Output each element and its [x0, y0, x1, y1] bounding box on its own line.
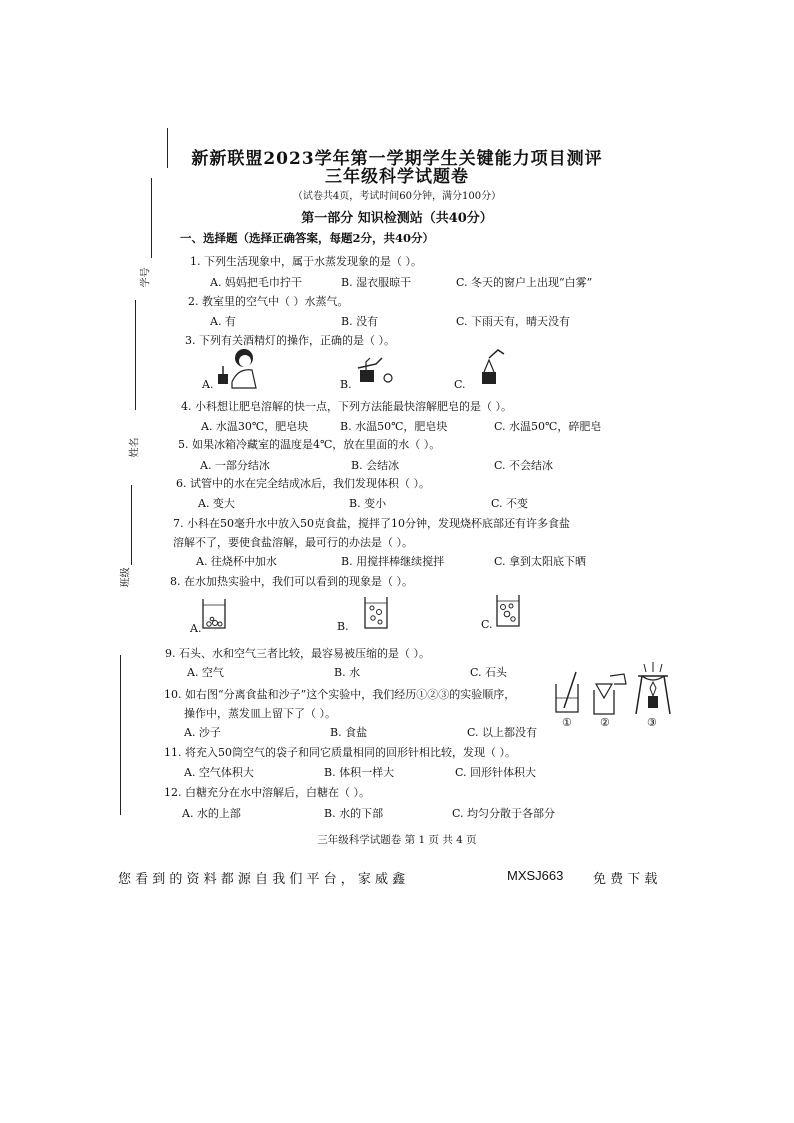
- margin-line-3: [135, 300, 136, 410]
- q2-option-b: B. 没有: [341, 315, 379, 328]
- q7-option-a: A. 往烧杯中加水: [196, 555, 277, 568]
- q12-stem: 12. 白糖充分在水中溶解后，白糖在（ ）。: [164, 786, 370, 799]
- side-label-banji: 班级: [120, 567, 132, 588]
- margin-line-5: [120, 655, 121, 815]
- banner-code: MXSJ663: [507, 868, 564, 883]
- q1-stem: 1. 下列生活现象中，属于水蒸发现象的是（ ）。: [190, 255, 422, 268]
- q8-stem: 8. 在水加热实验中，我们可以看到的现象是（ ）。: [170, 575, 413, 588]
- q3-stem: 3. 下列有关酒精灯的操作，正确的是（ ）。: [185, 334, 395, 347]
- section1-title: 一、选择题（选择正确答案，每题2分，共40分）: [180, 231, 435, 245]
- q9-option-b: B. 水: [334, 666, 361, 679]
- q4-stem: 4. 小科想让肥皂溶解的快一点，下列方法能最快溶解肥皂的是（ ）。: [181, 400, 512, 413]
- fig-label-3: ③: [647, 716, 657, 729]
- q6-option-c: C. 不变: [491, 497, 529, 510]
- q4-option-a: A. 水温30℃，肥皂块: [201, 420, 309, 433]
- q1-option-c: C. 冬天的窗户上出现“白雾”: [456, 276, 593, 289]
- banner-text-right: 免 费 下 载: [593, 872, 658, 887]
- q6-option-b: B. 变小: [349, 497, 387, 510]
- q10-stem: 10. 如右图“分离食盐和沙子”这个实验中，我们经历①②③的实验顺序，: [164, 688, 516, 701]
- q10-stem-line2: 操作中，蒸发皿上留下了（ ）。: [184, 707, 336, 720]
- alcohol-lamp-blowing-figure: [212, 346, 260, 390]
- exam-subtitle: （试卷共4页，考试时间60分钟，满分100分）: [292, 191, 502, 202]
- side-label-xuehao: 学号: [140, 267, 152, 288]
- q4-option-c: C. 水温50℃，碎肥皂: [494, 420, 602, 433]
- q11-stem: 11. 将充入50筒空气的袋子和同它质量相同的回形针相比较，发现（ ）。: [164, 746, 516, 759]
- q7-stem: 7. 小科在50毫升水中放入50克食盐，搅拌了10分钟，发现烧杯底部还有许多食盐: [173, 517, 570, 530]
- q6-option-a: A. 变大: [198, 497, 235, 510]
- page-footer: 三年级科学试题卷 第 1 页 共 4 页: [317, 834, 477, 846]
- q1-option-a: A. 妈妈把毛巾拧干: [210, 276, 302, 289]
- margin-line-4: [131, 485, 132, 565]
- q2-option-a: A. 有: [210, 315, 236, 328]
- q8-option-c: C.: [481, 618, 493, 631]
- q12-option-b: B. 水的下部: [324, 807, 384, 820]
- q5-option-c: C. 不会结冰: [494, 459, 554, 472]
- filter-figure: [590, 672, 630, 716]
- q9-stem: 9. 石头、水和空气三者比较，最容易被压缩的是（ ）。: [165, 647, 430, 660]
- fig-label-1: ①: [562, 716, 572, 729]
- q9-option-c: C. 石头: [470, 666, 508, 679]
- q12-option-c: C. 均匀分散于各部分: [452, 807, 556, 820]
- q5-option-a: A. 一部分结冰: [200, 459, 270, 472]
- q11-option-a: A. 空气体积大: [184, 766, 254, 779]
- beaker-bubbles-rising-figure: [362, 594, 390, 630]
- q7-option-c: C. 拿到太阳底下晒: [494, 555, 587, 568]
- dissolve-stir-figure: [552, 668, 584, 716]
- side-label-xingming: 姓名: [129, 437, 141, 458]
- evaporate-heat-figure: [632, 660, 674, 718]
- q11-option-b: B. 体积一样大: [324, 766, 395, 779]
- beaker-bubbles-large-figure: [494, 592, 522, 628]
- part1-title: 第一部分 知识检测站（共40分）: [301, 211, 493, 226]
- fig-label-2: ②: [600, 716, 610, 729]
- exam-title-1: 新新联盟2023学年第一学期学生关键能力项目测评: [191, 149, 603, 169]
- q3-option-b: B.: [340, 378, 352, 391]
- banner-text-left: 您 看 到 的 资 料 都 源 自 我 们 平 台 ， 家 威 鑫: [118, 872, 406, 887]
- q5-stem: 5. 如果冰箱冷藏室的温度是4℃，放在里面的水（ ）。: [178, 438, 441, 451]
- q3-option-c: C.: [454, 378, 466, 391]
- q6-stem: 6. 试管中的水在完全结成冰后，我们发现体积（ ）。: [176, 477, 430, 490]
- alcohol-lamp-cap-figure: [472, 348, 508, 388]
- beaker-bubbles-bottom-figure: [200, 596, 228, 630]
- q8-option-a: A.: [190, 622, 202, 635]
- q7-option-b: B. 用搅拌棒继续搅拌: [341, 555, 445, 568]
- exam-title-2: 三年级科学试题卷: [325, 167, 469, 187]
- q9-option-a: A. 空气: [187, 666, 224, 679]
- q4-option-b: B. 水温50℃，肥皂块: [340, 420, 448, 433]
- q10-option-c: C. 以上都没有: [467, 726, 538, 739]
- q7-stem-line2: 溶解不了，要使食盐溶解，最可行的办法是（ ）。: [173, 536, 413, 549]
- q12-option-a: A. 水的上部: [182, 807, 241, 820]
- alcohol-lamp-lighting-figure: [354, 350, 402, 388]
- q1-option-b: B. 湿衣服晾干: [341, 276, 412, 289]
- q8-option-b: B.: [337, 620, 349, 633]
- q10-option-b: B. 食盐: [330, 726, 368, 739]
- q2-option-c: C. 下雨天有，晴天没有: [456, 315, 571, 328]
- q5-option-b: B. 会结冰: [351, 459, 400, 472]
- q2-stem: 2. 教室里的空气中（ ）水蒸气。: [188, 295, 349, 308]
- q11-option-c: C. 回形针体积大: [455, 766, 537, 779]
- q10-option-a: A. 沙子: [184, 726, 221, 739]
- q3-option-a: A.: [202, 378, 214, 391]
